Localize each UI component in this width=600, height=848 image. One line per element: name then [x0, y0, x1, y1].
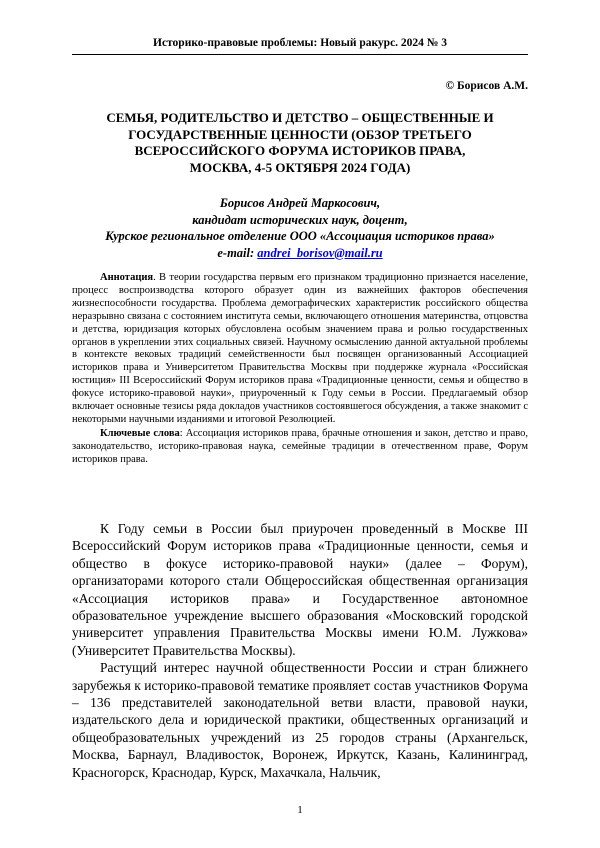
keywords-paragraph [72, 428, 528, 467]
author-name: Борисов Андрей Маркосович, [219, 196, 381, 210]
title-line: ГОСУДАРСТВЕННЫЕ ЦЕННОСТИ (ОБЗОР ТРЕТЬЕГО [128, 126, 472, 142]
title-line: СЕМЬЯ, РОДИТЕЛЬСТВО И ДЕТСТВО – ОБЩЕСТВЕННЫЕ И [106, 110, 494, 125]
article-body [72, 520, 528, 781]
abstract-section [72, 272, 528, 467]
page-number: 1 [297, 804, 303, 816]
title-line: ВСЕРОССИЙСКОГО ФОРУМА ИСТОРИКОВ ПРАВА, [134, 143, 466, 158]
abstract-paragraph [72, 272, 528, 427]
abstract-text: . В теории государства первым его признаком традиционно признается население, процесс воспроизводства которого образует один из важнейших факторов обеспечения жизнеспособности государства. Проблема демографических характеристик российского общества неразрывно связана с состоянием института семьи, включающего отношения материнства, отцовства и детства, юридизация которых обусловлена особым значением права и ролью государственных органов в укреплении этих социальных связей. Научному осмыслению данной актуальной проблемы в контексте вековых традиций семейственности был посвящен организованный Ассоциацией историков права и Университетом Правительства Москвы при поддержке журнала «Российская юстиция» III Всероссийский Форум историков права «Традиционные ценности, семья и общество в фокусе историко-правовой науки», приуроченный к Году семьи в России. Предлагаемый обзор включает основные тезисы ряда докладов участников состоявшегося обсуждения, а также знакомит с некоторыми научными изданиями и итоговой Резолюцией. [72, 272, 528, 425]
body-paragraph: К Году семьи в России был приурочен проведенный в Москве III Всероссийский Форум историков права «Традиционные ценности, семья и общество в фокусе историко-правовой науки» (далее – Форум), организаторами которого стали Общероссийская общественная организация «Ассоциация историков права» и Государственное автономное образовательное учреждение высшего образования «Московский городской университет управления Правительства Москвы имени Ю.М. Лужкова» (Университет Правительства Москвы). [72, 521, 528, 658]
email-link[interactable]: andrei_borisov@mail.ru [257, 245, 383, 260]
header-rule [72, 54, 528, 55]
running-head: Историко-правовые проблемы: Новый ракурс. 2024 № 3 [153, 37, 447, 49]
copyright-notice: © Борисов А.М. [445, 80, 528, 92]
keywords-text: : Ассоциация историков права, брачные отношения и закон, детство и право, законодательство, историко-правовая наука, семейные традиции в отечественном праве, Форум историков права. [72, 427, 529, 465]
author-block [72, 195, 528, 261]
email-label: e-mail: [217, 245, 258, 260]
title-line: МОСКВА, 4-5 ОКТЯБРЯ 2024 ГОДА) [189, 159, 411, 175]
author-email-line [72, 245, 528, 262]
abstract-label: Аннотация [100, 272, 154, 283]
article-title [92, 110, 508, 176]
keywords-label: Ключевые слова [100, 427, 180, 439]
body-paragraph: Растущий интерес научной общественности России и стран ближнего зарубежья к историко-правовой тематике проявляет состав участников Форума – 136 представителей законодательной ветви власти, правовой науки, издательского дела и юридической практики, общественных организаций и общеобразовательных учреждений из 25 городов страны (Архангельск, Москва, Барнаул, Владивосток, Воронеж, Иркутск, Казань, Калининград, Красногорск, Краснодар, Курск, Махачкала, Нальчик, [72, 660, 528, 780]
author-degree: кандидат исторических наук, доцент, [192, 212, 408, 227]
author-affiliation: Курское региональное отделение ООО «Ассоциация историков права» [105, 229, 495, 243]
